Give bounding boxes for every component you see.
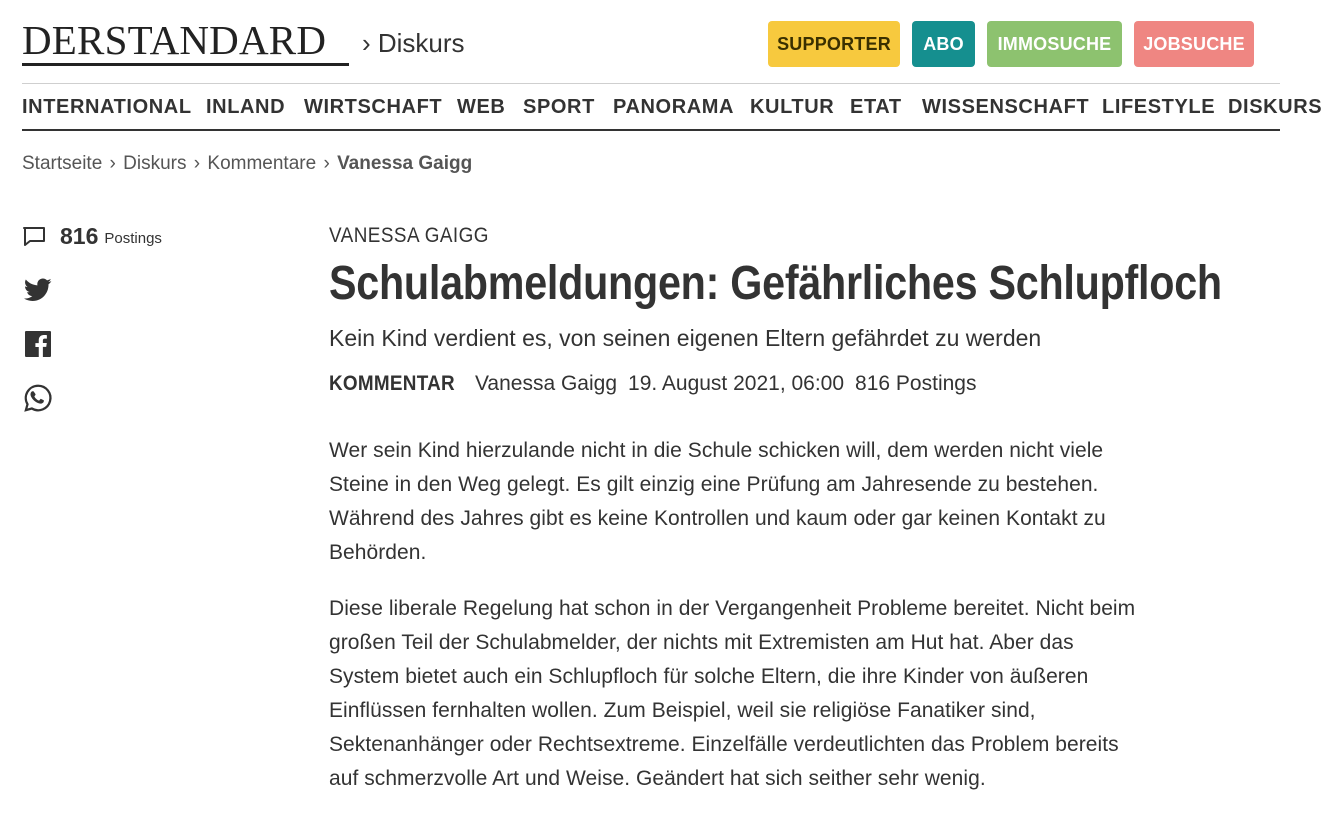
jobsuche-button[interactable]: JOBSUCHE [1134,21,1254,67]
site-logo[interactable]: DERSTANDARD [22,17,327,63]
facebook-icon[interactable] [22,328,54,360]
nav-item-etat[interactable]: ETAT [850,96,902,118]
twitter-icon[interactable] [22,274,54,306]
breadcrumb-kommentare[interactable]: Kommentare [207,153,317,174]
breadcrumb-diskurs[interactable]: Diskurs [123,153,187,174]
nav-item-wissenschaft[interactable]: WISSENSCHAFT [922,96,1090,118]
nav-item-sport[interactable]: SPORT [523,96,595,118]
nav-item-lifestyle[interactable]: LIFESTYLE [1102,96,1216,118]
nav-item-web[interactable]: WEB [457,96,506,118]
article-paragraph: Wer sein Kind hierzulande nicht in die Schule schicken will, dem werden nicht viele Steine in den Weg gelegt. Es gilt einzig eine Prüfung am Jahresende zu bestehen. Während des Jahres gibt es keine Kontrollen und kaum oder gar keinen Kontakt zu Behörden. [329,439,1106,564]
article-headline: Schulabmeldungen: Gefährliches Schlupfloch [329,257,1222,310]
nav-item-panorama[interactable]: PANORAMA [613,96,735,118]
meta-author-link[interactable]: Vanessa Gaigg [474,372,618,395]
postings-count: 816 [60,222,99,249]
nav-divider [22,129,1280,131]
nav-item-kultur[interactable]: KULTUR [750,96,835,118]
breadcrumb-separator: › [109,153,116,174]
article-paragraph: Diese liberale Regelung hat schon in der Vergangenheit Probleme bereitet. Nicht beim großen Teil der Schulabmelder, der nichts mit Extremisten am Hut hat. Aber das System bietet auch ein Schlupfloch für solche Eltern, die ihre Kinder von äußeren Einflüssen fernhalten wollen. Zum Beispiel, weil sie religiöse Fanatiker sind, Sektenanhänger oder Rechtsextreme. Einzelfälle verdeutlichten das Problem bereits auf schmerzvolle Art und Weise. Geändert hat sich seither sehr wenig. [329,597,1136,790]
site-header [0,0,1280,84]
postings-label: Postings [104,229,162,247]
nav-item-international[interactable]: INTERNATIONAL [22,96,192,118]
breadcrumb-current: Vanessa Gaigg [337,153,473,174]
article-body [329,434,1139,818]
article-kind: KOMMENTAR [329,372,455,395]
logo-underline [22,63,349,66]
postings-link[interactable] [22,222,162,250]
whatsapp-icon[interactable] [22,382,54,414]
breadcrumb-separator: › [323,153,330,174]
main-nav [22,84,1322,130]
breadcrumb-separator: › [193,153,201,174]
nav-item-diskurs[interactable]: DISKURS [1228,96,1322,118]
article-subline: Kein Kind verdient es, von seinen eigenen Eltern gefährdet zu werden [329,325,1042,351]
abo-button[interactable]: ABO [912,21,975,67]
nav-item-inland[interactable]: INLAND [206,96,286,118]
breadcrumb [22,152,472,176]
meta-date: 19. August 2021, 06:00 [628,372,845,395]
breadcrumb-startseite[interactable]: Startseite [22,153,103,174]
article-meta [329,370,976,398]
comment-icon [22,223,48,249]
supporter-button[interactable]: SUPPORTER [768,21,900,67]
meta-postings-link[interactable]: 816 Postings [855,372,977,395]
immosuche-button[interactable]: IMMOSUCHE [987,21,1122,67]
section-label[interactable]: › Diskurs [362,28,465,58]
nav-item-wirtschaft[interactable]: WIRTSCHAFT [304,96,443,118]
author-kicker[interactable]: VANESSA GAIGG [329,224,489,247]
